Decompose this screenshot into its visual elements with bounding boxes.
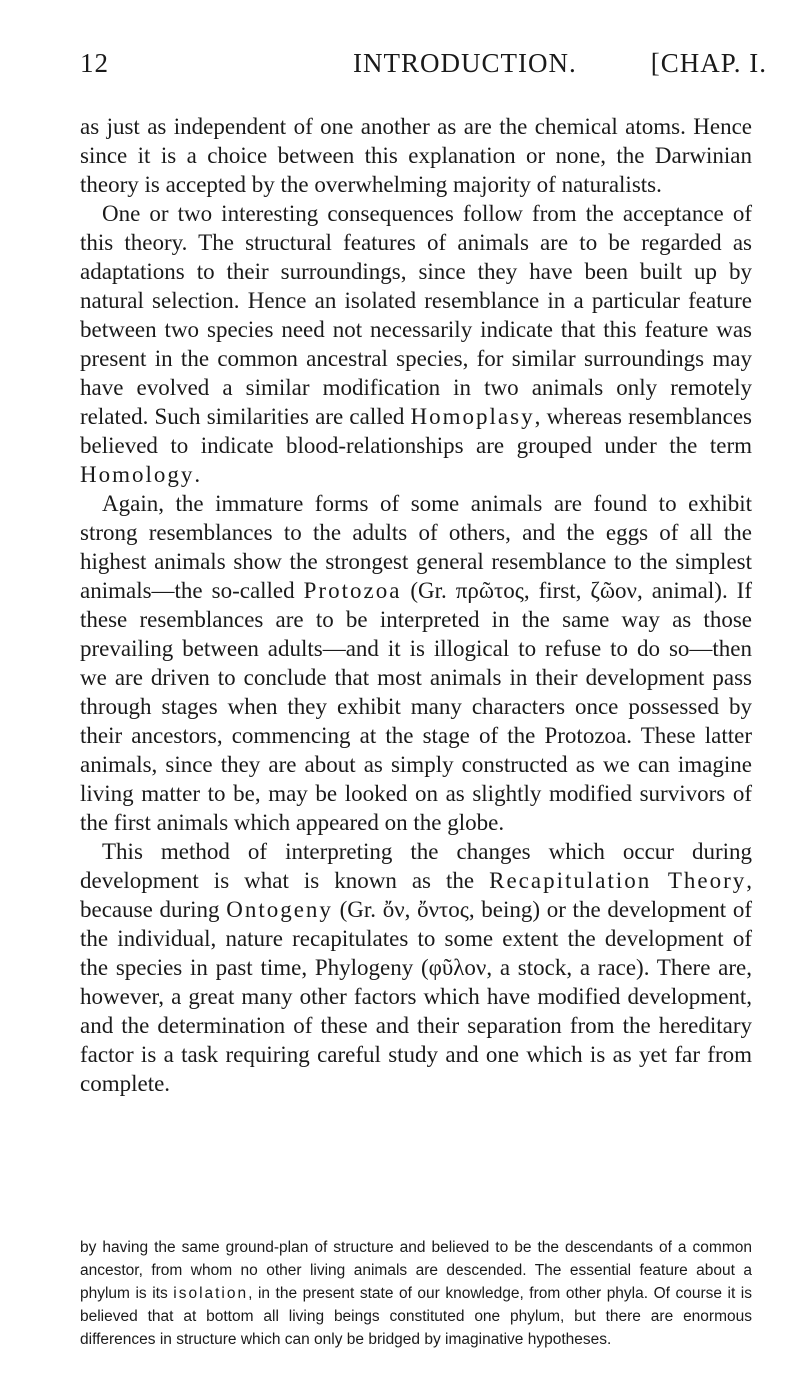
running-head: INTRODUCTION.	[353, 48, 577, 78]
paragraph-2	[80, 199, 752, 489]
footnote-text-b: , in the present state of our knowledge, from other phyla. Of course it is believed that at bottom all living beings constituted one phylum, but there are enormous differences in structure which can only be bridged by imaginative hypotheses.	[80, 1285, 752, 1348]
page-number: 12	[80, 48, 109, 78]
paragraph-4-text-b: , because during	[80, 868, 752, 922]
footnote-term-isolation: isolation	[173, 1285, 249, 1302]
paragraph-3	[80, 489, 752, 837]
footnote-paragraph	[80, 1236, 752, 1351]
paragraph-4	[80, 837, 752, 1098]
footnote	[80, 1236, 752, 1351]
paragraph-1-text: as just as independent of one another as are the chemical atoms. Hence since it is a choice between this explanation or none, the Darwinian theory is accepted by the overwhelming majority of naturalists.	[80, 114, 752, 197]
term-recapitulation-theory: Recapitulation Theory	[489, 868, 747, 893]
paragraph-4-text-c: (Gr. ὄν, ὄντος, being) or the development of the individual, nature recapitulates to some extent the development of the species in past time, Phylogeny (φῦλον, a stock, a race). There are, however, a great many other factors which have modified development, and the determination of these and their separation from the hereditary factor is a task requiring careful study and one which is as yet far from complete.	[80, 897, 752, 1096]
page-header	[80, 48, 767, 82]
term-homoplasy: Homoplasy	[410, 404, 535, 429]
footnote-text-a: by having the same ground-plan of structure and believed to be the descendants of a common ancestor, from whom no other living animals are descended. The essential feature about a phylum is its	[80, 1239, 752, 1302]
term-homology: Homology	[80, 462, 195, 487]
paragraph-2-text-c: .	[194, 462, 201, 487]
body-text	[80, 112, 752, 1098]
paragraph-2-text-a: One or two interesting consequences follow from the acceptance of this theory. The structural features of animals are to be regarded as adaptations to their surroundings, since they have been built up by natural selection. Hence an isolated resemblance in a particular feature between two species need not necessarily indicate that this feature was present in the common ancestral species, for similar surroundings may have evolved a similar modification in two animals only remotely related. Such similarities are called	[80, 201, 752, 429]
paragraph-4-text-a: This method of interpreting the changes which occur during development is what is known as the	[80, 839, 752, 893]
paragraph-2-text-b: , whereas resemblances believed to indicate blood-relationships are grouped under the term	[80, 404, 752, 458]
term-ontogeny: Ontogeny	[226, 897, 333, 922]
paragraph-1	[80, 112, 752, 199]
term-protozoa: Protozoa	[303, 578, 402, 603]
paragraph-3-text-a: Again, the immature forms of some animals are found to exhibit strong resemblances to the adults of others, and the eggs of all the highest animals show the strongest general resemblance to the simplest animals—the so-called	[80, 491, 752, 603]
paragraph-3-text-b: (Gr. πρῶτος, first, ζῶον, animal). If these resemblances are to be interpreted in the same way as those prevailing between adults—and it is illogical to refuse to do so—then we are driven to conclude that most animals in their development pass through stages when they exhibit many characters once possessed by their ancestors, commencing at the stage of the Protozoa. These latter animals, since they are about as simply constructed as we can imagine living matter to be, may be looked on as slightly modified survivors of the first animals which appeared on the globe.	[80, 578, 752, 835]
chapter-label: [CHAP. I.	[650, 48, 767, 78]
